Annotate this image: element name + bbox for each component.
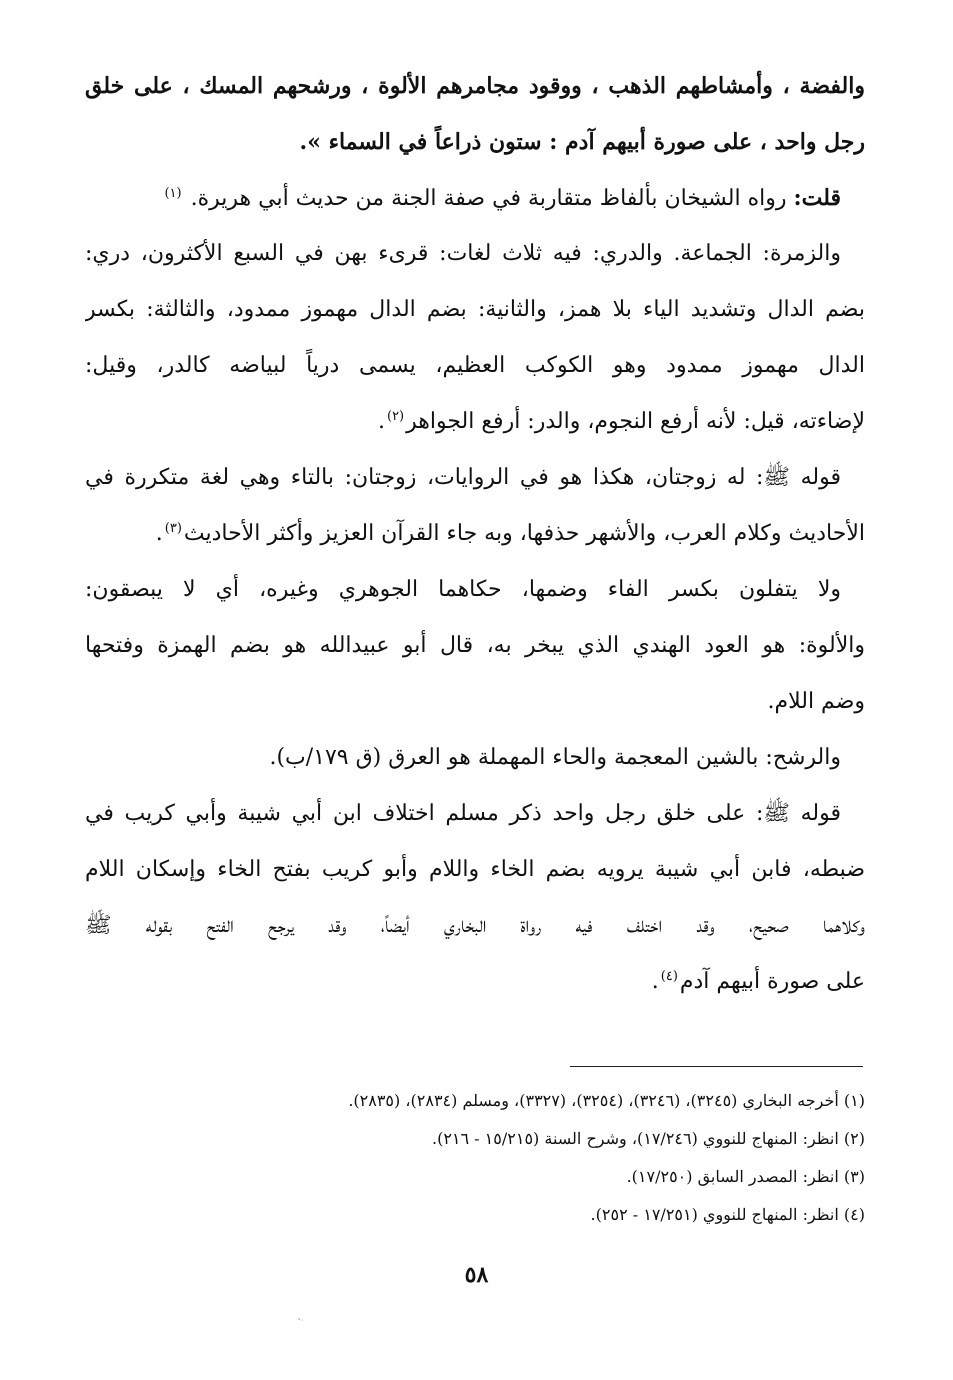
footnote-divider bbox=[570, 1066, 863, 1067]
text-line: والألوة: هو العود الهندي الذي يبخر به، قال أبو عبيدالله هو بضم الهمزة وفتحها bbox=[85, 633, 865, 658]
page-number: ٥٨ bbox=[464, 1262, 489, 1288]
footnote: (٢) انظر: المنهاج للنووي (١٧/٢٤٦)، وشرح السنة (١٥/٢١٥ - ٢١٦). bbox=[431, 1129, 865, 1148]
text-line: بضم الدال وتشديد الياء بلا همز، والثانية: بضم الدال مهموز ممدود، والثالثة: بكسر bbox=[85, 297, 865, 322]
footnote: (٣) انظر: المصدر السابق (١٧/٢٥٠). bbox=[626, 1167, 865, 1186]
text-line bbox=[85, 506, 865, 562]
text-line: وضم اللام. bbox=[767, 689, 865, 714]
note-text: رواه الشيخان بألفاظ متقاربة في صفة الجنة من حديث أبي هريرة. bbox=[190, 186, 787, 211]
text-line: وكلاهما صحيح، وقد اختلف فيه رواة البخاري أيضاً، وقد يرجح الفتح بقوله ﷺ bbox=[85, 913, 865, 938]
text-line bbox=[85, 954, 865, 1010]
hadith-line: رجل واحد ، على صورة أبيهم آدم : ستون ذراعاً في السماء ». bbox=[299, 129, 865, 155]
line-end: . bbox=[377, 409, 385, 434]
hadith-line: والفضة ، وأمشاطهم الذهب ، ووقود مجامرهم الألوة ، ورشحهم المسك ، على خلق bbox=[85, 73, 865, 99]
footnotes bbox=[85, 1082, 865, 1234]
note-lead: قلت: bbox=[793, 185, 841, 211]
line-end: . bbox=[155, 521, 163, 546]
footnote: (٤) انظر: المنهاج للنووي (١٧/٢٥١ - ٢٥٢). bbox=[590, 1205, 865, 1224]
text-line: قوله ﷺ: له زوجتان، هكذا هو في الروايات، زوجتان: بالتاء وهي لغة متكررة في bbox=[85, 465, 841, 490]
footnote-ref: (٣) bbox=[164, 520, 182, 536]
text-line: ضبطه، فابن أبي شيبة يرويه بضم الخاء واللام وأبو كريب بفتح الخاء وإسكان اللام bbox=[85, 857, 865, 882]
text-line: ولا يتفلون بكسر الفاء وضمها، حكاهما الجوهري وغيره، أي لا يبصقون: bbox=[85, 577, 841, 602]
line-text: الأحاديث وكلام العرب، والأشهر حذفها، وبه جاء القرآن العزيز وأكثر الأحاديث bbox=[183, 521, 865, 546]
footnote-ref: (٤) bbox=[660, 968, 678, 984]
line-end: . bbox=[651, 969, 659, 994]
line-text: على صورة أبيهم آدم bbox=[679, 969, 865, 994]
note-paragraph bbox=[85, 170, 865, 226]
line-text: لإضاءته، قيل: لأنه أرفع النجوم، والدر: أرفع الجواهر bbox=[406, 409, 865, 434]
text-line: والزمرة: الجماعة. والدري: فيه ثلاث لغات: قرىء بهن في السبع الأكثرون، دري: bbox=[85, 241, 841, 266]
text-line: والرشح: بالشين المعجمة والحاء المهملة هو العرق (ق ١٧٩/ب). bbox=[269, 745, 841, 770]
text-line: الدال مهموز ممدود وهو الكوكب العظيم، يسمى درياً لبياضه كالدر، وقيل: bbox=[85, 353, 865, 378]
footnote: (١) أخرجه البخاري (٣٢٤٥)، (٣٢٤٦)، (٣٢٥٤)، (٣٣٢٧)، ومسلم (٢٨٣٤)، (٢٨٣٥). bbox=[348, 1091, 865, 1110]
scan-speck bbox=[296, 1316, 305, 1323]
main-text bbox=[85, 58, 865, 1010]
text-line: قوله ﷺ: على خلق رجل واحد ذكر مسلم اختلاف ابن أبي شيبة وأبي كريب في bbox=[85, 801, 841, 826]
text-line bbox=[85, 394, 865, 450]
footnote-ref: (٢) bbox=[386, 408, 405, 424]
footnote-ref: (١) bbox=[164, 185, 182, 201]
